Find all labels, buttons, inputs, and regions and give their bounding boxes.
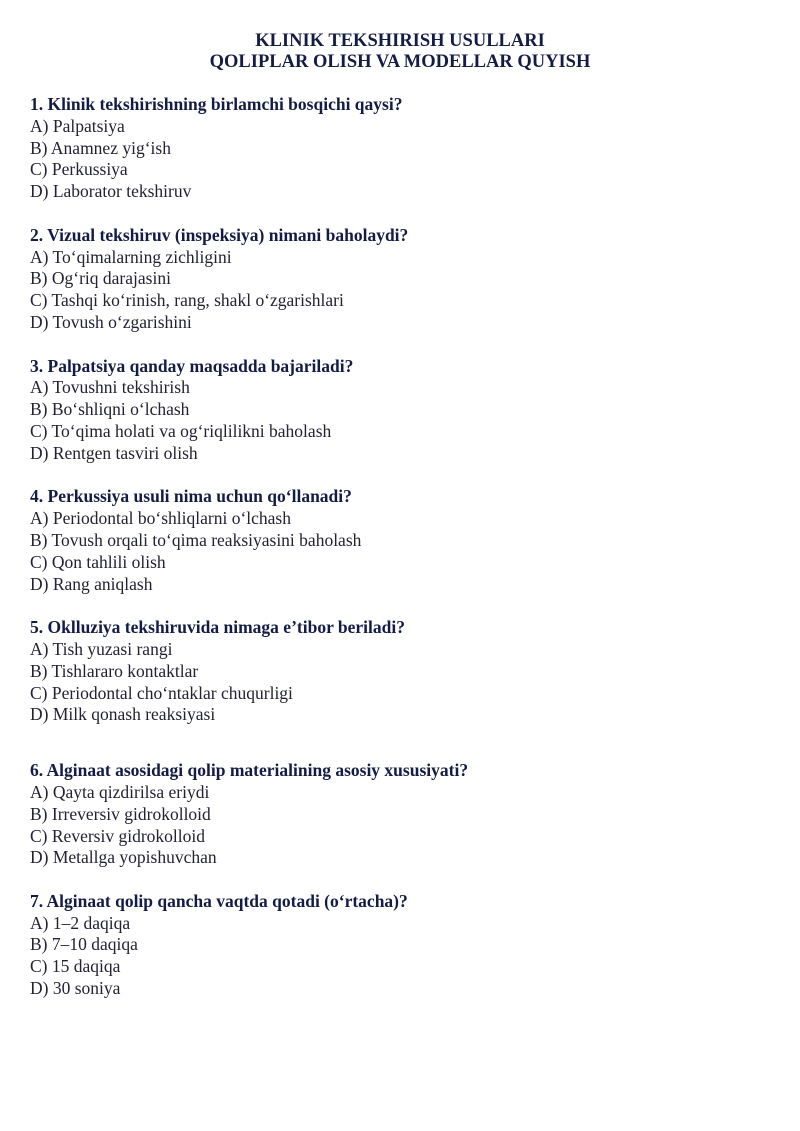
option-b: B) 7–10 daqiqa <box>30 934 138 955</box>
option-c: C) To‘qima holati va og‘riqlilikni baholash <box>30 420 332 441</box>
question-6 <box>30 760 770 869</box>
option-c: C) Perkussiya <box>30 159 128 180</box>
question-text: 5. Oklluziya tekshiruvida nimaga e’tibor beriladi? <box>30 617 405 638</box>
option-c: C) Qon tahlili olish <box>30 551 166 572</box>
spacer <box>30 726 770 760</box>
spacer <box>30 595 770 617</box>
spacer <box>30 869 770 891</box>
option-c: C) 15 daqiqa <box>30 956 121 977</box>
question-text: 7. Alginaat qolip qancha vaqtda qotadi (o‘rtacha)? <box>30 890 408 911</box>
question-list <box>30 94 770 1000</box>
question-text: 2. Vizual tekshiruv (inspeksiya) nimani baholaydi? <box>30 224 409 245</box>
option-b: B) Bo‘shliqni o‘lchash <box>30 399 190 420</box>
document-subtitle: QOLIPLAR OLISH VA MODELLAR QUYISH <box>209 52 591 72</box>
option-b: B) Og‘riq darajasini <box>30 268 171 289</box>
question-text: 6. Alginaat asosidagi qolip materialining asosiy xususiyati? <box>30 760 469 781</box>
question-text: 3. Palpatsiya qanday maqsadda bajariladi? <box>30 355 354 376</box>
option-d: D) Milk qonash reaksiyasi <box>30 704 216 725</box>
option-c: C) Reversiv gidrokolloid <box>30 825 205 846</box>
option-c: C) Tashqi ko‘rinish, rang, shakl o‘zgarishlari <box>30 290 344 311</box>
option-d: D) 30 soniya <box>30 978 121 999</box>
option-b: B) Irreversiv gidrokolloid <box>30 803 211 824</box>
option-a: A) Palpatsiya <box>30 115 125 136</box>
question-text: 4. Perkussiya usuli nima uchun qo‘llanadi? <box>30 486 352 507</box>
option-d: D) Rentgen tasviri olish <box>30 442 198 463</box>
option-d: D) Metallga yopishuvchan <box>30 847 217 868</box>
spacer <box>30 203 770 225</box>
option-b: B) Anamnez yig‘ish <box>30 137 171 158</box>
question-3 <box>30 356 770 465</box>
question-7 <box>30 891 770 1000</box>
question-1 <box>30 94 770 203</box>
option-d: D) Tovush o‘zgarishini <box>30 311 192 332</box>
document-title: KLINIK TEKSHIRISH USULLARI <box>255 31 545 51</box>
option-d: D) Laborator tekshiruv <box>30 181 192 202</box>
spacer <box>30 334 770 356</box>
option-a: A) Tovushni tekshirish <box>30 377 190 398</box>
option-b: B) Tovush orqali to‘qima reaksiyasini baholash <box>30 529 362 550</box>
option-a: A) Periodontal bo‘shliqlarni o‘lchash <box>30 508 291 529</box>
question-4 <box>30 486 770 595</box>
option-a: A) Tish yuzasi rangi <box>30 638 173 659</box>
option-a: A) Qayta qizdirilsa eriydi <box>30 781 210 802</box>
question-5 <box>30 617 770 726</box>
option-a: A) To‘qimalarning zichligini <box>30 246 232 267</box>
option-c: C) Periodontal cho‘ntaklar chuqurligi <box>30 682 293 703</box>
option-d: D) Rang aniqlash <box>30 573 153 594</box>
option-b: B) Tishlararo kontaktlar <box>30 660 199 681</box>
question-text: 1. Klinik tekshirishning birlamchi bosqichi qaysi? <box>30 94 403 114</box>
spacer <box>30 465 770 487</box>
question-2 <box>30 225 770 334</box>
option-a: A) 1–2 daqiqa <box>30 912 131 933</box>
